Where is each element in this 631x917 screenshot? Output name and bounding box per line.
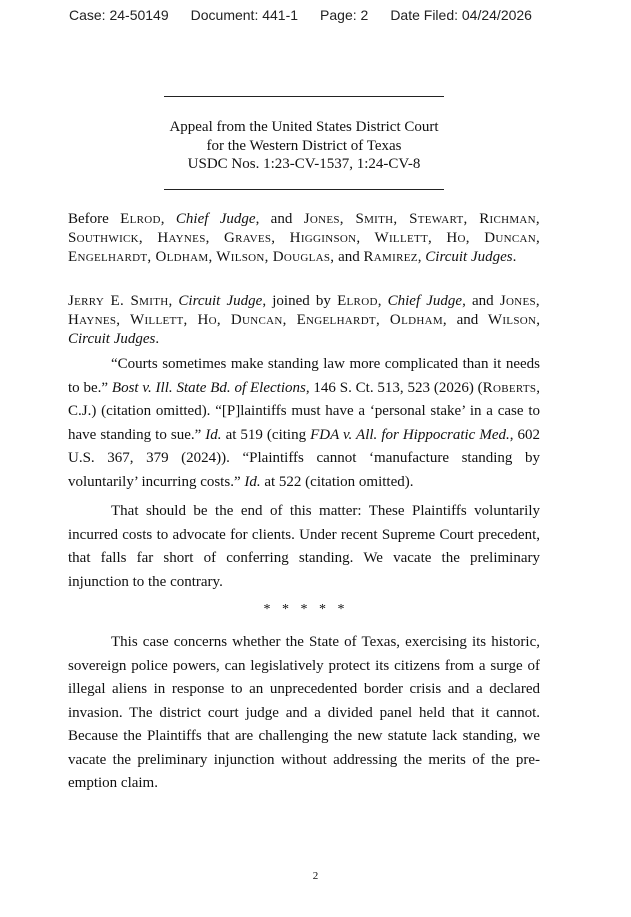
circuit-judges-title: Circuit Judges	[425, 249, 513, 265]
judge-ramirez: Ramirez	[363, 249, 418, 265]
panel-and-2: and	[334, 249, 364, 265]
joiners-title: Circuit Judges	[68, 331, 156, 347]
panel-period: .	[512, 249, 517, 265]
opinion-paragraph-2	[68, 500, 540, 594]
justice-roberts: Roberts	[482, 379, 537, 396]
date-filed: Date Filed: 04/24/2026	[390, 7, 532, 23]
case-number: Case: 24-50149	[69, 7, 169, 23]
section-break-stars: * * * * *	[263, 602, 345, 617]
author-statement	[68, 292, 540, 349]
author-sep-1: ,	[168, 293, 179, 309]
chief-judge-title: Chief Judge	[175, 211, 256, 227]
para1-text-5: , 602 U.S. 367, 379 (2024)). “Plaintiffs cannot ‘manufacture standing by voluntarily’ incurring costs.”	[68, 426, 541, 490]
author-and-2: and	[446, 312, 488, 328]
author-and-1: , and	[462, 293, 500, 309]
panel-and: , and	[255, 211, 304, 227]
citation-bost: Bost v. Ill. State Bd. of Elections	[111, 379, 306, 396]
para1-text-4: at 519 (citing	[221, 426, 311, 443]
panel-statement	[68, 210, 540, 267]
document-number: Document: 441-1	[190, 7, 299, 23]
para1-text-6: at 522 (citation omitted).	[260, 473, 414, 490]
appeal-caption	[68, 118, 540, 174]
panel-judges-list: Jones, Smith, Stewart, Richman, Southwick, Haynes, Graves, Higginson, Willett, Ho, Duncan, Engelhardt, Oldham, Wilson, Douglas,	[68, 211, 540, 265]
opinion-paragraph-3	[68, 631, 540, 796]
appeal-line-2: for the Western District of Texas	[206, 137, 402, 154]
author-sep-3: ,	[536, 312, 540, 328]
joiners-list: Jones, Haynes, Willett, Ho, Duncan, Engelhardt, Oldham,	[68, 293, 540, 328]
joiner-chief-title: Chief Judge	[387, 293, 463, 309]
author-period: .	[155, 331, 160, 347]
appeal-line-1: Appeal from the United States District Court	[169, 119, 439, 135]
citation-fda: FDA v. All. for Hippocratic Med.	[310, 426, 510, 443]
panel-sep-2: ,	[417, 249, 426, 265]
joiner-wilson: Wilson	[487, 312, 537, 328]
opinion-paragraph-1	[68, 353, 540, 494]
appeal-line-3: USDC Nos. 1:23-CV-1537, 1:24-CV-8	[187, 156, 421, 172]
author-name: Jerry E. Smith	[68, 293, 169, 309]
para3-text: This case concerns whether the State of Texas, exercising its historic, sovereign police powers, can legislatively protect its citizens from a surge of illegal aliens in response to an unprecedented border crisis and a declared invasion. The district court judge and a divided panel held that it cannot. Because the Plaintiffs that are challenging the new statute lack standing, we vacate the preliminary injunction without addressing the merits of the preemption claim.	[68, 634, 540, 791]
id-citation-2: Id.	[244, 473, 261, 490]
bottom-divider	[164, 189, 444, 190]
page-indicator: Page: 2	[320, 7, 369, 23]
para1-text-2: , 146 S. Ct. 513, 523 (2026) (	[305, 379, 483, 396]
judge-elrod: Elrod	[120, 211, 161, 227]
para2-text: That should be the end of this matter: These Plaintiffs voluntarily incurred costs to advocate for clients. Under recent Supreme Court precedent, that falls far short of conferring standing. We vacate the preliminary injunction to the contrary.	[68, 503, 540, 590]
panel-sep-1: ,	[160, 211, 176, 227]
top-divider	[164, 96, 444, 97]
para1-text-3: , C.J.) (citation omitted). “[P]laintiffs must have a ‘personal stake’ in a case to have standing to sue.”	[68, 379, 541, 443]
id-citation-1: Id.	[205, 426, 222, 443]
para1-text-1: “Courts sometimes make standing law more complicated than it needs to be.”	[68, 356, 540, 396]
panel-before: Before	[68, 211, 121, 227]
author-sep-2: ,	[377, 293, 388, 309]
author-title: Circuit Judge	[178, 293, 263, 309]
case-header	[69, 7, 532, 23]
joiner-elrod: Elrod	[337, 293, 378, 309]
page-number: 2	[312, 870, 319, 882]
joined-by: , joined by	[262, 293, 338, 309]
